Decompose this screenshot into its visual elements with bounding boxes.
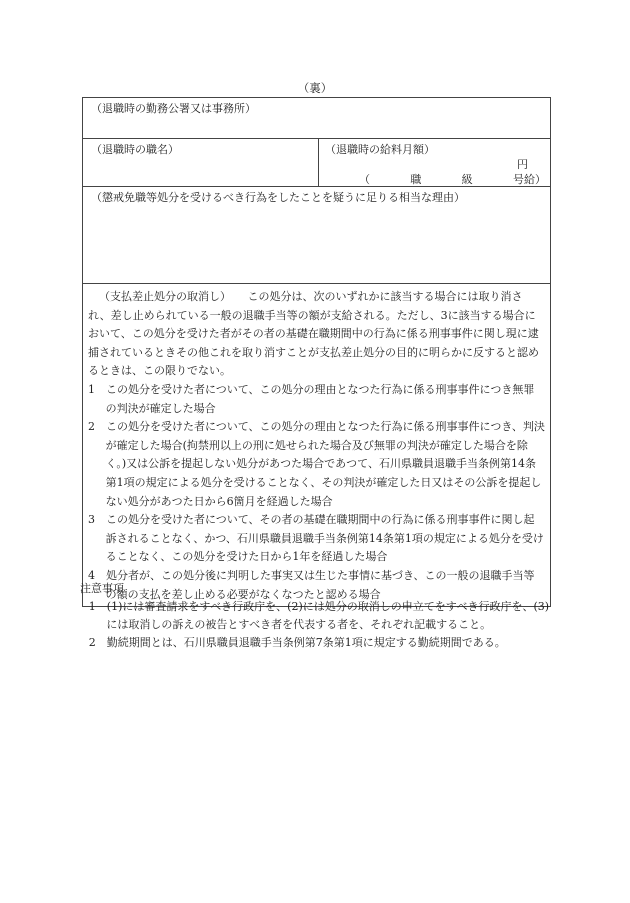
grade-gokyu: 号給）: [512, 173, 546, 186]
workplace-label: （退職時の勤務公署又は事務所）: [91, 102, 256, 115]
grade-open-paren: （: [359, 173, 370, 186]
reason-row: [83, 186, 550, 283]
revocation-item-2: 2 この処分を受けた者について、この処分の理由となつた行為に係る刑事事件につき、判決が確定した場合(拘禁刑以上の刑に処せられた場合及び無罪の判決が確定した場合を除く。)又は公訴を提起しない処分があつた場合であつて、石川県職員退職手当条例第14条第1項の規定による処分を受けることなく、その判決が確定した日又はその公訴を提起しない処分があつた日から6箇月を経過した場合: [88, 420, 545, 508]
grade-kyu: 級: [461, 173, 473, 186]
workplace-row: [83, 98, 550, 138]
reason-label: （懲戒免職等処分を受けるべき行為をしたことを疑うに足りる相当な理由）: [91, 191, 465, 204]
notes-title: 注意事項: [80, 582, 124, 595]
grade-shoku: 職: [410, 173, 422, 186]
note-item-2: 2 勤続期間とは、石川県職員退職手当条例第7条第1項に規定する勤続期間である。: [88, 636, 506, 649]
yen-unit: 円: [517, 158, 528, 171]
salary-label: （退職時の給料月額）: [325, 143, 435, 156]
notes-section: [80, 580, 560, 652]
position-label: （退職時の職名）: [91, 143, 179, 156]
salary-cell: [319, 139, 550, 186]
revocation-item-1: 1 この処分を受けた者について、この処分の理由となつた行為に係る刑事事件につき無罪の判決が確定した場合: [88, 382, 535, 415]
position-salary-row: [83, 138, 550, 186]
form-table: [82, 97, 551, 607]
revocation-row: [83, 283, 550, 606]
revocation-item-3: 3 この処分を受けた者について、その者の基礎在職期間中の行為に係る刑事事件に関し起訴されることなく、かつ、石川県職員退職手当条例第14条第1項の規定による処分を受けることなく、この処分を受けた日から1年を経過した場合: [88, 513, 544, 564]
position-cell: [83, 139, 319, 186]
page-side-label: （裏）: [297, 81, 333, 95]
revocation-intro: （支払差止処分の取消し） この処分は、次のいずれかに該当する場合には取り消され、差し止められている一般の退職手当等の額が支給される。ただし、3に該当する場合において、この処分を受けた者がその者の基礎在職期間中の行為に係る刑事事件に関し現に逮捕されているときその他これを取り消すことが支払差止処分の目的に明らかに反すると認めるときは、この限りでない。: [88, 290, 539, 378]
grade-line: [359, 172, 546, 189]
revocation-item-4: 4 処分者が、この処分後に判明した事実又は生じた事情に基づき、この一般の退職手当等の額の支払を差し止める必要がなくなつたと認める場合: [88, 568, 535, 601]
note-item-1: 1 (1)には審査請求をすべき行政庁を、(2)には処分の取消しの申立てをすべき行政庁を、(3)には取消しの訴えの被告とすべき者を代表する者を、それぞれ記載すること。: [88, 600, 550, 631]
